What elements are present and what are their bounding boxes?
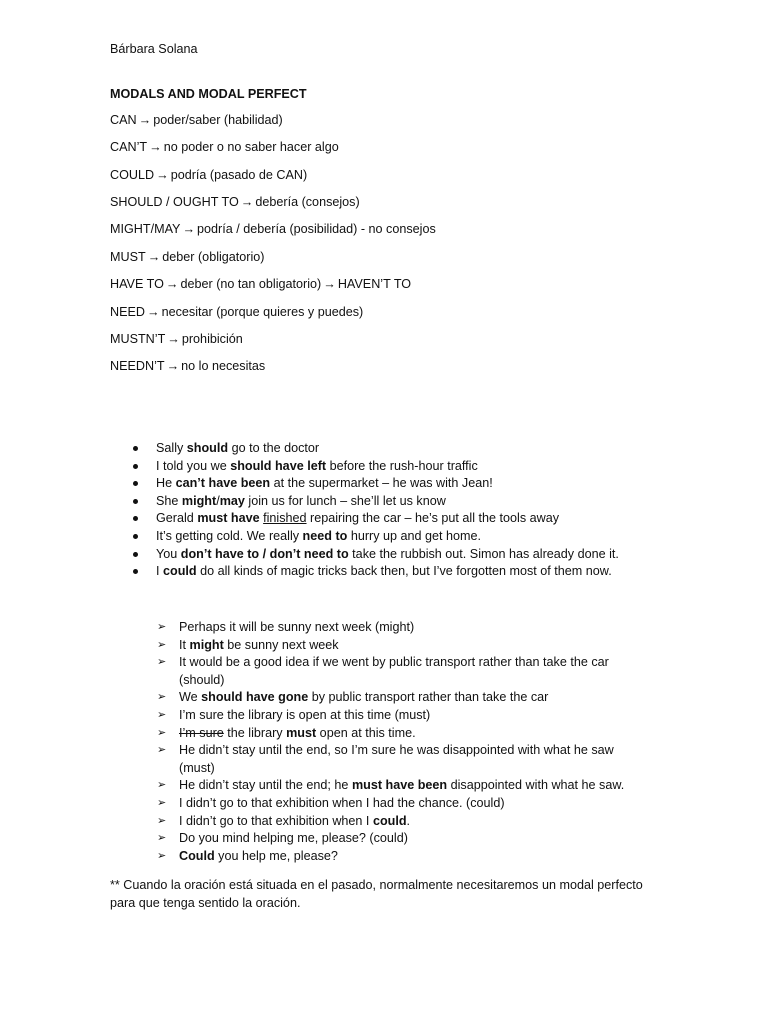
emphasized-text: might xyxy=(181,493,217,508)
list-item xyxy=(0,707,649,725)
text-run: She xyxy=(156,493,182,508)
modal-term: SHOULD / OUGHT TO xyxy=(110,195,239,209)
modal-term: MUST xyxy=(110,250,146,264)
modal-term: CAN xyxy=(110,113,137,127)
modal-meaning: necesitar (porque quieres y puedes) xyxy=(161,305,364,319)
text-run: you help me, please? xyxy=(214,848,338,863)
arrowhead-bullet-icon: ➢ xyxy=(157,744,167,757)
arrow-right-icon: → xyxy=(167,332,180,346)
transformation-list xyxy=(0,619,649,865)
arrow-right-icon: → xyxy=(149,140,162,154)
emphasized-text: need to xyxy=(302,528,348,543)
arrowhead-bullet-icon: ➢ xyxy=(157,779,167,792)
modal-line xyxy=(110,222,436,236)
emphasized-text: could xyxy=(163,564,197,579)
emphasized-text: could xyxy=(372,813,407,828)
list-item xyxy=(0,619,649,637)
arrowhead-bullet-icon: ➢ xyxy=(157,638,167,651)
modal-line xyxy=(110,113,283,127)
modal-line xyxy=(110,305,363,319)
emphasized-text: must have xyxy=(197,511,260,526)
modal-meaning: no lo necesitas xyxy=(181,359,266,373)
arrowhead-bullet-icon: ➢ xyxy=(157,832,167,845)
example-bullet-list xyxy=(0,440,619,581)
text-run: He xyxy=(156,476,176,491)
text-run: do all kinds of magic tricks back then, but I’ve forgotten most of them now. xyxy=(196,564,612,579)
modal-term: MUSTN’T xyxy=(110,332,166,346)
text-run: go to the doctor xyxy=(228,441,320,455)
list-item xyxy=(0,458,619,476)
list-item xyxy=(0,563,619,581)
modal-term: CAN’T xyxy=(110,140,148,154)
list-item xyxy=(0,493,619,511)
list-item xyxy=(0,637,649,655)
emphasized-text: must have been xyxy=(351,778,448,793)
list-item xyxy=(0,725,649,743)
list-item xyxy=(0,475,619,493)
emphasized-text: may xyxy=(219,493,245,508)
list-item xyxy=(0,830,649,848)
modal-meaning: deber (no tan obligatorio) xyxy=(180,277,322,291)
arrow-right-icon: → xyxy=(147,305,160,319)
modal-meaning: deber (obligatorio) xyxy=(162,250,265,264)
text-run: He didn’t stay until the end; he xyxy=(179,778,352,793)
modal-negative: HAVEN’T TO xyxy=(337,277,412,291)
modal-line xyxy=(110,195,360,209)
text-run: Do you mind helping me, please? (could) xyxy=(179,831,408,846)
text-run: I didn’t go to that exhibition when I xyxy=(179,813,373,828)
emphasized-text: should have gone xyxy=(201,690,309,705)
arrowhead-bullet-icon: ➢ xyxy=(157,796,167,809)
text-run: finished xyxy=(263,511,307,526)
author-name: Bárbara Solana xyxy=(110,42,198,56)
text-run: It would be a good idea if we went by public transport rather than take the car (should) xyxy=(179,655,609,687)
text-run: . xyxy=(406,813,411,828)
text-run: take the rubbish out. Simon has already done it. xyxy=(348,546,619,561)
text-run: He didn’t stay until the end, so I’m sure he was disappointed with what he saw (must) xyxy=(179,743,614,775)
text-run: at the supermarket – he was with Jean! xyxy=(270,476,493,491)
section-heading: MODALS AND MODAL PERFECT xyxy=(110,87,307,101)
text-run: Perhaps it will be sunny next week (might) xyxy=(179,620,415,634)
modal-line xyxy=(110,250,265,264)
text-run: I xyxy=(156,564,163,579)
modal-meaning: podría / debería (posibilidad) - no consejos xyxy=(197,222,436,236)
list-item xyxy=(0,742,649,777)
emphasized-text: Could xyxy=(179,848,215,863)
list-item xyxy=(0,777,649,795)
arrow-right-icon: → xyxy=(323,277,336,291)
modal-term: COULD xyxy=(110,168,155,182)
list-item xyxy=(0,813,649,831)
text-run: I’m sure xyxy=(179,725,224,740)
text-run: It xyxy=(179,637,190,652)
footnote: ** Cuando la oración está situada en el pasado, normalmente necesitaremos un modal perfecto para que tenga sentido la oración. xyxy=(110,878,643,910)
arrowhead-bullet-icon: ➢ xyxy=(157,691,167,704)
emphasized-text: should xyxy=(186,441,229,455)
arrow-right-icon: → xyxy=(240,195,254,209)
modal-line xyxy=(110,168,307,182)
text-run: open at this time. xyxy=(316,725,416,740)
list-item xyxy=(0,795,649,813)
list-item xyxy=(0,510,619,528)
text-run: Gerald xyxy=(156,511,198,526)
arrowhead-bullet-icon: ➢ xyxy=(157,849,167,862)
list-item xyxy=(0,528,619,546)
text-run: before the rush-hour traffic xyxy=(326,458,478,473)
arrowhead-bullet-icon: ➢ xyxy=(157,726,167,739)
arrowhead-bullet-icon: ➢ xyxy=(157,814,167,827)
list-item xyxy=(0,689,649,707)
text-run: / xyxy=(216,493,220,508)
emphasized-text: don’t have to / don’t need to xyxy=(180,546,349,561)
modal-term: MIGHT/MAY xyxy=(110,222,181,236)
text-run: Sally xyxy=(156,441,187,455)
arrow-right-icon: → xyxy=(165,277,179,291)
text-run: I didn’t go to that exhibition when I had the chance. (could) xyxy=(179,795,505,810)
text-run: repairing the car – he’s put all the tools away xyxy=(306,511,560,526)
modal-term: HAVE TO xyxy=(110,277,164,291)
arrow-right-icon: → xyxy=(166,359,180,373)
modal-line xyxy=(110,140,339,154)
text-run: We xyxy=(179,690,202,705)
list-item xyxy=(0,546,619,564)
list-item xyxy=(0,848,649,866)
arrow-right-icon: → xyxy=(156,168,169,182)
modal-term: NEEDN’T xyxy=(110,359,165,373)
emphasized-text: might xyxy=(189,637,224,652)
emphasized-text: should have left xyxy=(230,458,327,473)
modal-meaning: prohibición xyxy=(181,332,243,346)
arrow-right-icon: → xyxy=(182,222,196,236)
text-run: disappointed with what he saw. xyxy=(447,778,625,793)
modal-line xyxy=(110,359,265,373)
arrowhead-bullet-icon: ➢ xyxy=(157,656,167,669)
emphasized-text: can’t have been xyxy=(175,476,271,491)
modal-meaning: debería (consejos) xyxy=(255,195,360,209)
arrow-right-icon: → xyxy=(147,250,161,264)
modal-meaning: poder/saber (habilidad) xyxy=(153,113,283,127)
text-run: join us for lunch – she’ll let us know xyxy=(244,493,446,508)
text-run: the library xyxy=(223,725,287,740)
text-run: I’m sure the library is open at this time (must) xyxy=(179,707,431,722)
list-item xyxy=(0,440,619,458)
arrow-right-icon: → xyxy=(138,113,152,127)
modal-term: NEED xyxy=(110,305,145,319)
text-run: It’s getting cold. We really xyxy=(156,528,303,543)
arrowhead-bullet-icon: ➢ xyxy=(157,621,167,633)
text-run: by public transport rather than take the car xyxy=(308,690,549,705)
text-run: be sunny next week xyxy=(223,637,339,652)
modal-meaning: podría (pasado de CAN) xyxy=(170,168,308,182)
modal-line xyxy=(110,332,243,346)
text-run: You xyxy=(156,546,181,561)
arrowhead-bullet-icon: ➢ xyxy=(157,708,167,721)
list-item xyxy=(0,654,649,689)
modal-line xyxy=(110,277,411,291)
modal-meaning: no poder o no saber hacer algo xyxy=(163,140,339,154)
emphasized-text: must xyxy=(286,725,317,740)
text-run: I told you we xyxy=(156,458,231,473)
text-run: hurry up and get home. xyxy=(347,528,482,543)
